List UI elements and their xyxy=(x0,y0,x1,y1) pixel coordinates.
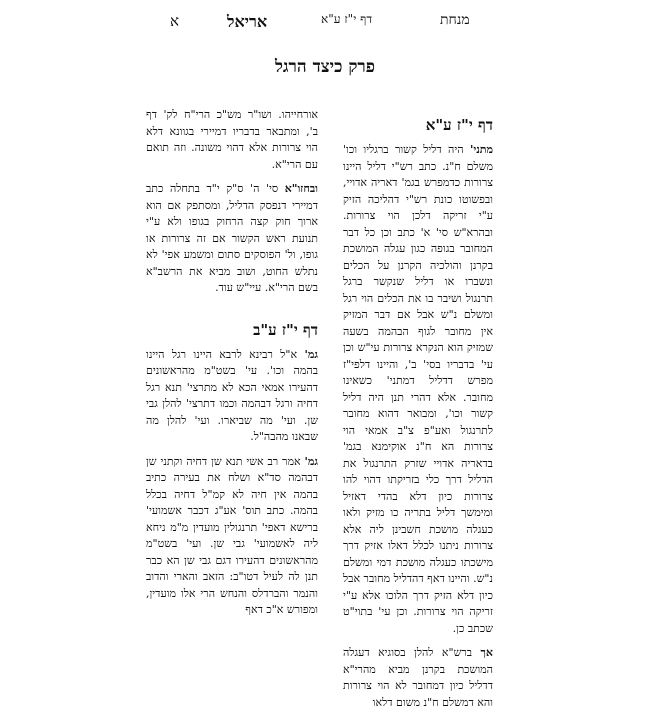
paragraph-text: אורחייהו. ושו"ר מש"כ הרי"ח לק' דף ב', ומתבאר בדבריו דמיירי בגוונא דלא הוי צרורות אלא דהוי משונה. וזה תואם עם הרי"א. xyxy=(146,108,318,171)
chapter-title: פרק כיצד הרגל xyxy=(274,57,376,77)
paragraph-lead: גמ' xyxy=(304,347,318,361)
paragraph xyxy=(343,142,493,637)
page-number: א xyxy=(170,12,180,30)
paragraph-text: סי' ה' ס"ק י"ד בתחלה כתב דמיירי דנפסק הדליל, ומסתפק אם הוא ארוך חוק קצה הרחוק בגופו ולא ע"י תנועת ראש הקשור אם זה צרורות או גופו, ול' הפוסקים סתום ומשמע אפי' לא נתלש החוט, ושוב מביא את הרשב"א בשם הרי"א. עיי"ש עוד. xyxy=(146,182,318,294)
paragraph-text: היה דליל קשור ברגליו וכו' משלם ח"נ. כתב רש"י דליל היינו צרורות כדמפרש בגמ' דאריה אדויי, ובפשוטו כונת רש"י דהליכה הזיק ע"י זריקה דלכן הוי צרורות. ובהרא"ש סי' א' כתב וכן כל דבר המחובר בגופה כגון עגלה המושכת בקרנן והולכיה הקרנן על הכלים ונשברו או דליל שנקשר ברגל תרנגול ושיבר בו את הכלים הוי רגל ומשלם נ"ש אבל אם דבר המזיק אין מחובר לגוף הבהמה בשעה שמזיק הוא הנקרא צרורות עי"ש וכן עי' בדבריו בסי' ב', והיינו דלפי"ז מפרש דדליל דמתני' כשאינו מחובר. אלא דהרי תנן היה דליל קשור וכו', ומבואר דהוא מחובר לתרנגול ואע"פ צ"ב אמאי הוי צרורות הא ח"נ אוקימנא בגמ' בדאריה אדויי שזרק התרנגול את הדליל דרך כלי בזריקתו דהוי להו צרורות כיון דלא בהדי דאזיל ומימשך דליל בתריה כו מזיק ולאו כעגלה מושכת חשבינן ליה אלא צרורות ניתנו לכלל דאלו אזיק דרך מישכתו כעגלה מושכת דמי ומשלם נ"ש. והיינו דאף דהדליל מחובר אבל כיון דלא הזיק דרך הלוכו אלא ע"י זריקה הוי צרורות. וכן עי' בתוי"ט שכתב כן. xyxy=(343,143,493,635)
paragraph-text: ברש"א להלן בסוגיא דעגלה המושכת בקרנן מביא מהרי"א דדליל כיון דמחובר לא הוי צרורות והא דמשלם ח"נ משום דלאו xyxy=(343,646,493,709)
paragraph xyxy=(146,454,318,619)
paragraph xyxy=(146,347,318,446)
running-header xyxy=(0,12,650,32)
section-heading: דף י"ז ע"א xyxy=(425,116,493,134)
paragraph xyxy=(146,181,318,297)
series-title: מנחת xyxy=(440,12,470,28)
paragraph xyxy=(343,645,493,711)
right-column xyxy=(343,116,493,719)
spacer xyxy=(146,305,318,321)
paragraph-lead: גמ' xyxy=(304,454,319,468)
paragraph-lead: מתני' xyxy=(469,143,494,156)
section-heading: דף י"ז ע"ב xyxy=(253,320,318,339)
left-column xyxy=(146,107,318,627)
paragraph-lead: ובחזו"א xyxy=(284,182,318,195)
paragraph xyxy=(146,107,318,173)
daf-reference: דף י"ז ע"א xyxy=(321,12,373,26)
paragraph-text: אמר רב אשי תנא שן דחיה וקתני שן דבהמה סד"א ושלח את בעירה כתיב בהמה אין חיה לא קמ"ל דחיה בכלל בהמה. כתב תוס' אע"ג דכבר אשמועי' ברישא דאפי' תרנגולין מועדין מ"מ ניחא ליה לאשמועי' גבי שן. ועי' בשט"מ מהראשונים דהעירו דגם גבי שן הא כבר תנן לה לעיל דטו"ב: הזאב והארי והדוב והנמר והברדלס והנחש הרי אלו מועדין, ומפורש א"כ דאף xyxy=(146,454,318,616)
paragraph-text: א"ל רבינא לרבא היינו רגל היינו בהמה וכו'. עי' בשט"מ מהראשונים דהעירו אמאי הכא לא מתרצי' תנא רגל דחיה ורגל דבהמה וכמו דתרצי' להלן גבי שן. ועי' מה שביארו. ועי' להלן מה שבאנו מהבה"ל. xyxy=(146,347,318,443)
book-title: אריאל xyxy=(227,12,268,31)
paragraph-lead: אך xyxy=(480,646,493,659)
